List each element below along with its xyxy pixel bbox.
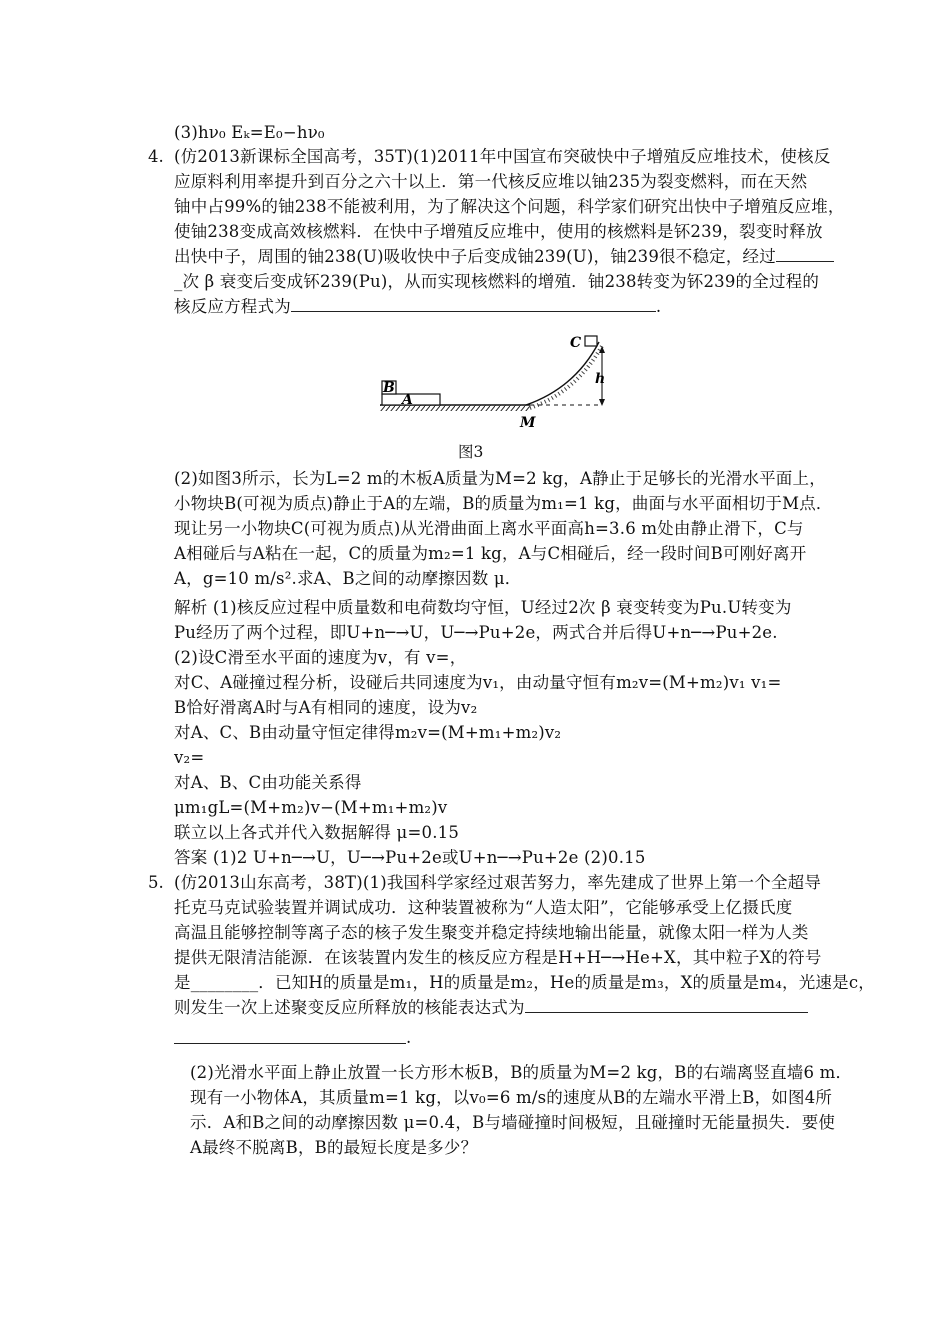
q5-line-5: 是________．已知H的质量是m₁，H的质量是m₂，He的质量是m₃，X的质量是m₄，光速是c， xyxy=(174,973,875,992)
solution-line-2: Pu经历了两个过程，即U+n─→U，U─→Pu+2e，两式合并后得U+n─→Pu+2e. xyxy=(174,623,778,642)
label-a: A xyxy=(402,392,413,408)
label-m: M xyxy=(520,415,536,431)
label-c: C xyxy=(570,335,582,351)
curved-surface xyxy=(526,342,599,405)
q5-line-7-period: . xyxy=(406,1028,412,1047)
answer-line: 答案 (1)2 U+n─→U，U─→Pu+2e或U+n─→Pu+2e (2)0.15 xyxy=(174,848,646,867)
q4-line-4: 使铀238变成高效核燃料．在快中子增殖反应堆中，使用的核燃料是钚239，裂变时释放 xyxy=(174,222,823,241)
solution-line-8: 对A、B、C由功能关系得 xyxy=(174,773,362,792)
q4-part2-line-3: 现让另一小物块C(可视为质点)从光滑曲面上离水平面高h=3.6 m处由静止滑下，C与 xyxy=(174,519,804,538)
q4-line-6: _次 β 衰变后变成钚239(Pu)，从而实现核燃料的增殖．铀238转变为钚239的全过程的 xyxy=(174,272,820,291)
q4-line-3: 铀中占99%的铀238不能被利用，为了解决这个问题，科学家们研究出快中子增殖反应堆， xyxy=(174,197,845,216)
block-c xyxy=(585,336,597,346)
q5-part2-line-3: 示．A和B之间的动摩擦因数 μ=0.4，B与墙碰撞时间极短，且碰撞时无能量损失．要使 xyxy=(190,1113,836,1132)
solution-line-4: 对C、A碰撞过程分析，设碰后共同速度为v₁，由动量守恒有m₂v=(M+m₂)v₁ v₁= xyxy=(174,673,782,692)
answer-blank-continued xyxy=(174,1043,406,1044)
q5-part2-line-4: A最终不脱离B，B的最短长度是多少？ xyxy=(190,1138,478,1157)
q4-line-7: 核反应方程式为 . xyxy=(174,297,662,316)
solution-line-3: (2)设C滑至水平面的速度为v，有 v=， xyxy=(174,648,467,667)
q5-line-1: (仿2013山东高考，38T)(1)我国科学家经过艰苦努力，率先建成了世界上第一个全超导 xyxy=(174,873,822,892)
q5-line-6: 则发生一次上述聚变反应所释放的核能表达式为 xyxy=(174,998,808,1018)
solution-line-9: μm₁gL=(M+m₂)v−(M+m₁+m₂)v xyxy=(174,798,448,817)
figure-3 xyxy=(370,328,620,436)
q5-part2-line-1: (2)光滑水平面上静止放置一长方形木板B，B的质量为M=2 kg，B的右端离竖直墙6 m． xyxy=(190,1063,853,1082)
q4-part2-line-5: A，g=10 m/s².求A、B之间的动摩擦因数 μ． xyxy=(174,569,522,588)
solution-line-6: 对A、C、B由动量守恒定律得m₂v=(M+m₁+m₂)v₂ xyxy=(174,723,562,742)
solution-line-1: 解析 (1)核反应过程中质量数和电荷数均守恒，U经过2次 β 衰变转变为Pu.U转变为 xyxy=(174,598,792,617)
q5-line-3: 高温且能够控制等离子态的核子发生聚变并稳定持续地输出能量，就像太阳一样为人类 xyxy=(174,923,809,942)
answer-blank xyxy=(525,998,808,1013)
prev-answer-line: (3)hν₀ Eₖ=E₀−hν₀ xyxy=(174,123,325,142)
q5-line-4: 提供无限清洁能源．在该装置内发生的核反应方程是H+H─→He+X，其中粒子X的符号 xyxy=(174,948,822,967)
solution-line-5: B恰好滑离A时与A有相同的速度，设为v₂ xyxy=(174,698,478,717)
q4-line-2: 应原料利用率提升到百分之六十以上．第一代核反应堆以铀235为裂变燃料，而在天然 xyxy=(174,172,808,191)
answer-blank xyxy=(291,297,656,312)
q4-part2-line-2: 小物块B(可视为质点)静止于A的左端，B的质量为m₁=1 kg，曲面与水平面相切于M点． xyxy=(174,494,833,513)
question-4-number: 4. xyxy=(148,147,164,166)
q5-line-2: 托克马克试验装置并调试成功．这种装置被称为“人造太阳”，它能够承受上亿摄氏度 xyxy=(174,898,793,917)
figure-3-caption: 图3 xyxy=(458,443,484,461)
label-b: B xyxy=(383,380,395,396)
q4-part2-line-4: A相碰后与A粘在一起，C的质量为m₂=1 kg，A与C相碰后，经一段时间B可刚好离开 xyxy=(174,544,807,563)
label-h: h xyxy=(595,371,606,387)
q4-line-1: (仿2013新课标全国高考，35T)(1)2011年中国宣布突破快中子增殖反应堆技术，使核反 xyxy=(174,147,831,166)
q5-part2-line-2: 现有一小物体A，其质量m=1 kg，以v₀=6 m/s的速度从B的左端水平滑上B，如图4所 xyxy=(190,1088,833,1107)
solution-line-7: v₂= xyxy=(174,748,205,767)
question-5-number: 5. xyxy=(148,873,164,892)
solution-line-10: 联立以上各式并代入数据解得 μ=0.15 xyxy=(174,823,460,842)
q4-part2-line-1: (2)如图3所示，长为L=2 m的木板A质量为M=2 kg，A静止于足够长的光滑水平面上， xyxy=(174,469,826,488)
answer-blank xyxy=(776,247,834,262)
q4-line-5: 出快中子，周围的铀238(U)吸收快中子后变成铀239(U)，铀239很不稳定，经过 xyxy=(174,247,834,267)
